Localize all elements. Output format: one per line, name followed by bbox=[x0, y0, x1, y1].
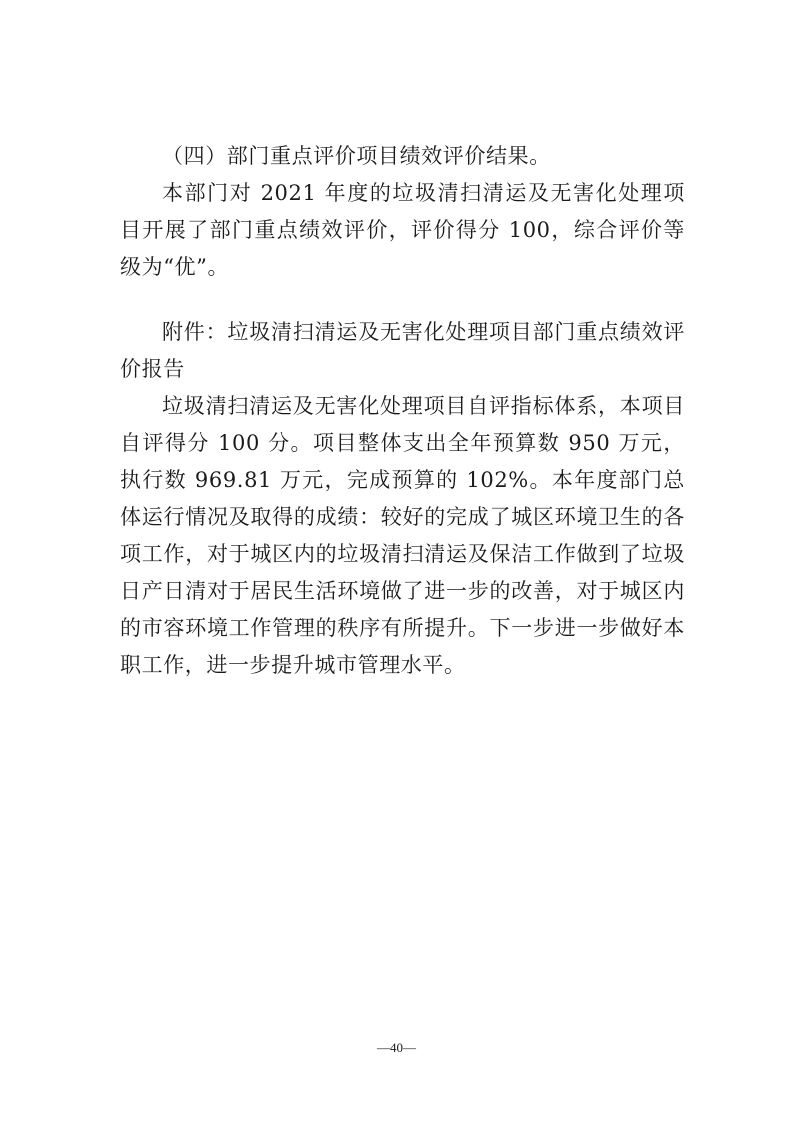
attachment-paragraph: 附件：垃圾清扫清运及无害化处理项目部门重点绩效评价报告 bbox=[120, 320, 685, 381]
evaluation-result-paragraph: 本部门对 2021 年度的垃圾清扫清运及无害化处理项目开展了部门重点绩效评价，评价得分 100，综合评价等级为“优”。 bbox=[120, 181, 685, 279]
section-heading: （四）部门重点评价项目绩效评价结果。 bbox=[162, 144, 551, 168]
document-body bbox=[120, 138, 685, 684]
page-number: —40— bbox=[377, 1040, 416, 1055]
paragraph-gap bbox=[120, 286, 685, 314]
self-evaluation-paragraph: 垃圾清扫清运及无害化处理项目自评指标体系，本项目自评得分 100 分。项目整体支出全年预算数 950 万元，执行数 969.81 万元，完成预算的 102%。本年度部门总体运行情况及取得的成绩：较好的完成了城区环境卫生的各项工作，对于城区内的垃圾清扫清运及保洁工作做到了垃圾日产日清对于居民生活环境做了进一步的改善，对于城区内的市容环境工作管理的秩序有所提升。下一步进一步做好本职工作，进一步提升城市管理水平。 bbox=[120, 394, 685, 677]
